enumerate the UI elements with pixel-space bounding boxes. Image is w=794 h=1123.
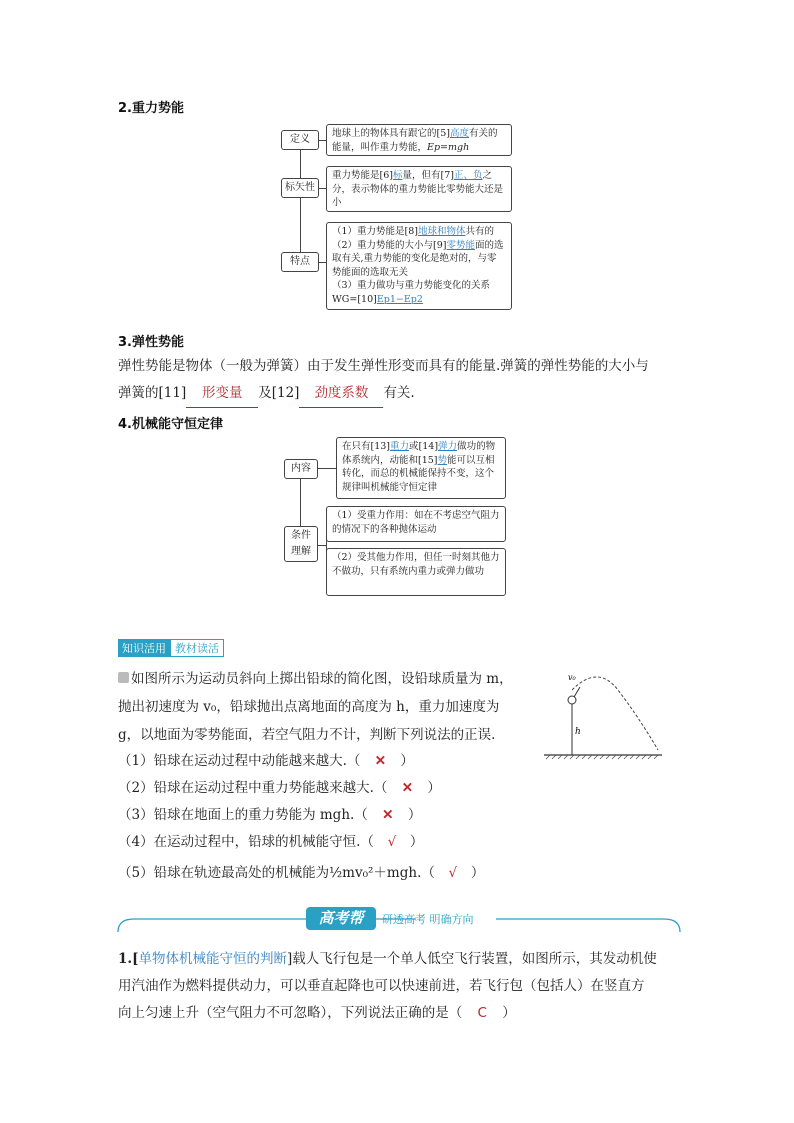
judge-end: ） <box>407 807 422 823</box>
judge-item-4 <box>118 829 558 856</box>
wrong-mark: ✕ <box>374 753 387 769</box>
apply-tags <box>118 637 224 657</box>
vec-box <box>326 166 512 212</box>
judge-text: （3）铅球在地面上的重力势能为 mgh.（ <box>118 807 368 823</box>
wrong-mark: ✕ <box>382 807 394 823</box>
q1-answer: C <box>477 1005 487 1021</box>
answer-8: 地球和物体 <box>418 226 466 237</box>
answer-9: 零势能 <box>446 239 476 251</box>
content-label: 内容 <box>284 459 318 479</box>
wrong-mark: ✕ <box>401 780 414 796</box>
tree-trunk <box>300 140 301 262</box>
def-text-2: 有关的能量，叫作重力势能， <box>332 128 498 153</box>
def-label: 定义 <box>281 130 319 150</box>
answer-15: 势 <box>437 454 448 466</box>
banner-subtitle: 研透高考 明确方向 <box>382 913 474 926</box>
answer-12: 劲度系数 <box>299 380 383 408</box>
answer-5: 高度 <box>449 128 469 139</box>
banner-title: 高考帮 <box>306 907 376 930</box>
def-text-1: 地球上的物体具有跟它的[5] <box>332 128 450 139</box>
judge-text: （4）在运动过程中，铅球的机械能守恒.（ <box>118 834 374 850</box>
section-3-line-2 <box>118 380 678 408</box>
judge-item-1 <box>118 748 558 775</box>
q1-line-2: 用汽油作为燃料提供动力，可以垂直起降也可以快速前进，若飞行包（包括人）在竖直方 <box>118 978 645 994</box>
cond-1-box: （1）受重力作用：如在不考虑空气阻力的情况下的各种抛体运动 <box>326 506 506 542</box>
feat3-text-1: （3）重力做功与重力势能变化的关系WG=[10] <box>332 280 491 305</box>
s3-text-2: 及[12] <box>258 385 300 401</box>
cond-label-1: 条件 <box>291 530 311 541</box>
q1-text-1: ]载人飞行包是一个单人低空飞行装置，如图所示，其发动机使 <box>286 951 657 967</box>
answer-7: 正、负 <box>453 170 483 181</box>
apply-intro-2: 抛出初速度为 v₀，铅球抛出点离地面的高度为 h，重力加速度为 <box>118 699 500 715</box>
judge-item-5 <box>118 860 578 887</box>
s3-text-1: 弹簧的[11] <box>118 385 187 401</box>
q1-number: 1.[ <box>118 951 139 967</box>
fig-label-h: h <box>575 727 581 737</box>
q1-tag: 单物体机械能守恒的判断 <box>138 951 287 967</box>
feat2-text-1: （2）重力势能的大小与[9] <box>332 239 447 251</box>
q1-line-3 <box>118 1000 688 1027</box>
question-icon <box>118 672 129 683</box>
vec-text-3: 之分，表示物体的重力势能比零势能大还是小 <box>332 170 504 208</box>
judge-item-3 <box>118 802 558 829</box>
cond-label-2: 理解 <box>291 546 311 557</box>
connector <box>318 188 326 189</box>
feat-2 <box>332 239 506 280</box>
cond-2-box: （2）受其他力作用，但任一时刻其他力不做功，只有系统内重力或弹力做功 <box>326 548 506 596</box>
judge-end: ） <box>400 753 414 769</box>
answer-10: Ep1−Ep2 <box>376 293 423 305</box>
content-text-1: 在只有[13] <box>342 441 391 452</box>
feat-1 <box>332 225 506 239</box>
def-box <box>326 124 512 156</box>
vec-label: 标矢性 <box>281 178 319 198</box>
section-2-heading: 2.重力势能 <box>118 101 184 116</box>
judge-text: （5）铅球在轨迹最高处的机械能为½mv₀²＋mgh.（ <box>118 865 435 881</box>
q1-end: ） <box>502 1005 516 1021</box>
judge-end: ） <box>470 865 485 881</box>
content-text-3: 做功的物体系统内，动能和[15] <box>342 441 496 466</box>
fig-label-v0: v₀ <box>568 673 576 682</box>
feat-box <box>326 222 512 310</box>
connector <box>318 140 326 141</box>
feat-3 <box>332 279 506 306</box>
answer-6: 标 <box>392 170 403 181</box>
judge-text: （2）铅球在运动过程中重力势能越来越大.（ <box>118 780 388 796</box>
content-text-2: 或[14] <box>409 441 439 452</box>
section-3-line-1: 弹性势能是物体（一般为弹簧）由于发生弹性形变而具有的能量.弹簧的弹性势能的大小与 <box>118 358 649 374</box>
q1-line-1 <box>118 946 688 973</box>
def-formula: Ep=mgh <box>427 141 470 153</box>
answer-13: 重力 <box>390 441 410 452</box>
correct-mark: √ <box>448 865 458 881</box>
apply-intro-3: g，以地面为零势能面，若空气阻力不计，判断下列说法的正误. <box>118 727 496 743</box>
correct-mark: √ <box>387 834 397 850</box>
tag-textbook: 教材读活 <box>170 639 224 657</box>
vec-text-1: 重力势能是[6] <box>332 170 393 181</box>
judge-text: （1）铅球在运动过程中动能越来越大.（ <box>118 753 361 769</box>
answer-11: 形变量 <box>186 380 258 408</box>
content-box <box>336 437 506 499</box>
apply-intro-1: 如图所示为运动员斜向上掷出铅球的简化图，设铅球质量为 m， <box>131 671 513 687</box>
connector <box>318 545 326 546</box>
feat2-text-2: 面的选取有关,重力势能的变化是绝对的，与零势能面的选取无关 <box>332 239 504 278</box>
feat-label: 特点 <box>281 252 319 272</box>
content-text-4: 能可以互相转化，而总的机械能保持不变，这个规律叫机械能守恒定律 <box>342 454 495 493</box>
judge-end: ） <box>409 834 424 850</box>
answer-14: 弹力 <box>438 441 458 452</box>
feat1-text-1: （1）重力势能是[8] <box>332 226 419 237</box>
cond-label <box>284 526 318 562</box>
judge-item-2 <box>118 775 558 802</box>
tag-knowledge-apply: 知识活用 <box>118 639 170 657</box>
connector <box>318 468 336 469</box>
feat1-text-2: 共有的 <box>465 226 495 237</box>
vec-text-2: 量，但有[7] <box>402 170 454 181</box>
shot-put-figure <box>540 670 668 762</box>
s3-text-3: 有关. <box>383 385 415 401</box>
judge-end: ） <box>427 780 441 796</box>
connector <box>318 262 326 263</box>
section-4-heading: 4.机械能守恒定律 <box>118 417 223 432</box>
q1-text-3: 向上匀速上升（空气阻力不可忽略），下列说法正确的是（ <box>118 1005 463 1021</box>
section-3-heading: 3.弹性势能 <box>118 335 184 350</box>
